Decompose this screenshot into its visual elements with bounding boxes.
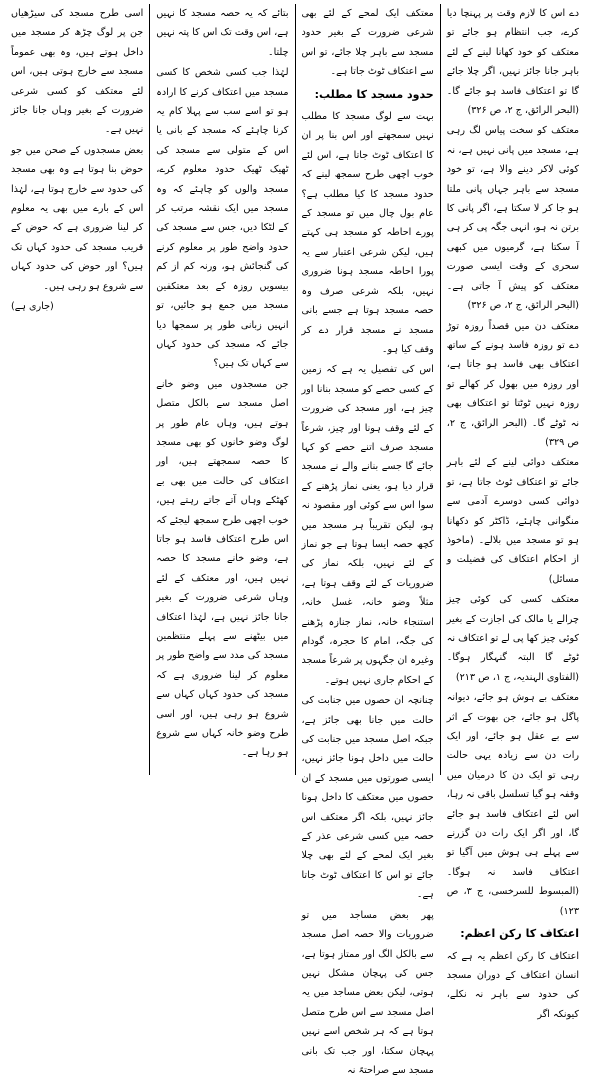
paragraph: لہٰذا جب کسی شخص کا کسی مسجد میں اعتکاف کرنے کا ارادہ ہو تو اسے سب سے پہلا کام یہ کرنا چاہئے کہ مسجد کے بانی یا اس کے متولی سے مسجد کی ٹھیک ٹھیک حدود معلوم کرے، مسجد والوں کو چاہئے کہ وہ مسجد میں ایک نقشہ مرتب کر کے لٹکا دیں، جس سے مسجد کی حدود واضح طور پر معلوم کرنے کی گنجائش ہو، ورنہ کم از کم بیسویں روزہ کے بعد معتکفین مسجد میں جمع ہو جائیں، تو انہیں زبانی طور پر سمجھا دیا جائے کہ مسجد کی حدود کہاں سے کہاں تک ہیں؟ <box>156 67 289 370</box>
column-middle-right <box>296 4 440 1076</box>
paragraph: چنانچہ ان حصوں میں جنابت کی حالت میں جانا بھی جائز ہے، جبکہ اصل مسجد میں جنابت کی حالت میں داخل ہونا جائز نہیں، ایسی صورتوں میں مسجد کے ان حصوں میں معتکف کا داخل ہونا جائز نہیں، بلکہ اگر معتکف اس حصہ میں کسی شرعی عذر کے بغیر ایک لمحے کے لئے بھی چلا جائے تو اس کا اعتکاف ٹوٹ جاتا ہے۔ <box>301 695 434 901</box>
paragraph: معتکف بے ہوش ہو جائے، دیوانہ پاگل ہو جائے، جن بھوت کے اثر سے بے عقل ہو جائے، اور ایک رات دن سے زیادہ یہی حالت رہی تو ایک دن کا درمیان میں وقفہ ہو گیا تسلسل باقی نہ رہا، اس لئے اعتکاف فاسد ہو جائے گا، اور اگر ایک رات دن گزرنے سے پہلے ہی ہوش میں آگیا تو اعتکاف فاسد نہ ہوگا۔ (المبسوط للسرخسی، ج ۳، ص ۱۲۳) <box>446 692 579 917</box>
paragraph: معتکف دوائی لینے کے لئے باہر جائے تو اعتکاف ٹوٹ جاتا ہے، تو دوائی کسی دوسرے آدمی سے منگوانی چاہئے، ڈاکٹر کو دکھانا ہو تو مسجد میں بلالے۔ (ماخوذ از احکام اعتکاف کی فضیلت و مسائل) <box>446 457 579 585</box>
paragraph: اعتکاف کا رکن اعظم یہ ہے کہ انسان اعتکاف کے دوران مسجد کی حدود سے باہر نہ نکلے، کیونکہ اگر <box>446 950 579 1020</box>
column-left <box>5 4 149 775</box>
paragraph: پھر بعض مساجد میں تو ضروریات والا حصہ اصل مسجد سے بالکل الگ اور ممتاز ہوتا ہے، جس کی پہچان مشکل نہیں ہوتی، لیکن بعض مساجد میں یہ اصل مسجد سے اس طرح متصل ہوتا ہے کہ ہر شخص اسے نہیں پہچان سکتا، اور جب تک بانی مسجد سے صراحتہً نہ <box>301 909 434 1076</box>
paragraph: جن مسجدوں میں وضو خانے اصل مسجد سے بالکل متصل ہوتے ہیں، وہاں عام طور پر لوگ وضو خانوں کو بھی مسجد کا حصہ سمجھتے ہیں، اور اعتکاف کی حالت میں بھی بے کھٹکے وہاں آتے جاتے رہتے ہیں، خوب اچھی طرح سمجھ لیجئے کہ اس طرح اعتکاف فاسد ہو جاتا ہے، وضو خانے مسجد کا حصہ نہیں ہیں، اور معتکف کے لئے وہاں شرعی ضرورت کے بغیر جانا جائز نہیں ہے، لہٰذا اعتکاف میں بیٹھنے سے پہلے منتظمین مسجد کی مدد سے واضح طور پر معلوم کر لینا ضروری ہے کہ مسجد کی حدود کہاں کہاں سے شروع ہو رہی ہیں، اور اسی طرح وضو خانہ کہاں سے شروع ہو رہا ہے۔ <box>156 378 289 759</box>
paragraph: بہت سے لوگ مسجد کا مطلب نہیں سمجھتے اور اس بنا پر ان کا اعتکاف ٹوٹ جاتا ہے، اس لئے خوب اچھی طرح سمجھ لینے کہ حدود مسجد کا کیا مطلب ہے؟ عام بول چال میں تو مسجد کے پورے احاطہ کو مسجد ہی کہتے ہیں، لیکن شرعی اعتبار سے یہ پورا احاطہ مسجد ہونا ضروری نہیں، بلکہ شرعی صرف وہ حصہ مسجد ہوتا ہے جسے بانی مسجد نے مسجد قرار دے کر وقف کیا ہو۔ <box>301 111 434 355</box>
paragraph: اسی طرح مسجد کی سیڑھیاں جن پر لوگ چڑھ کر مسجد میں داخل ہوتے ہیں، وہ بھی عموماً مسجد سے خارج ہوتی ہیں، اس لئے معتکف کو کسی شرعی ضرورت کے بغیر وہاں جانا جائز نہیں ہے۔ <box>11 8 144 136</box>
column-middle-left <box>150 4 294 775</box>
section-heading: حدود مسجد کا مطلب: <box>314 87 434 101</box>
paragraph: بعض مسجدوں کے صحن میں جو حوض بنا ہوتا ہے وہ بھی مسجد کی حدود سے خارج ہوتا ہے، لہٰذا اس کے بارے میں بھی یہ معلوم کر لینا ضروری ہے کہ حوض کے قریب مسجد کی حدود کہاں تک ہیں؟ اور حوض کی حدود کہاں سے شروع ہو رہی ہیں۔ <box>11 144 144 292</box>
paragraph: اس کی تفصیل یہ ہے کہ زمین کے کسی حصے کو مسجد بنانا اور چیز ہے، اور مسجد کی ضرورت کے لئے وقف ہونا اور چیز، شرعاً مسجد صرف اتنے حصے کو کہا جائے گا جسے بنانے والے نے مسجد قرار دیا ہو، یعنی نماز پڑھنے کے سوا اس سے کوئی اور مقصود نہ ہو، لیکن تقریباً ہر مسجد میں کچھ حصہ ایسا ہوتا ہے جو نماز کے لئے نہیں، بلکہ نماز کی ضروریات کے لئے وقف ہوتا ہے، مثلاً وضو خانہ، غسل خانہ، استنجاء خانہ، نماز جنازہ پڑھنے کی جگہ، امام کا حجرہ، گودام وغیرہ ان جگہوں پر شرعاً مسجد کے احکام جاری نہیں ہوتے۔ <box>301 364 434 686</box>
paragraph: دے اس کا لازم وقت پر پہنچا دیا کرے، جب انتظام ہو جائے تو معتکف کو خود کھانا لینے کے لئے باہر جانا جائز نہیں، اگر چلا جائے گا تو اعتکاف فاسد ہو جائے گا۔ (البحر الرائق، ج ۲، ص ۳۲۶) <box>446 8 579 117</box>
section-heading: اعتکاف کا رکن اعظم: <box>460 927 579 941</box>
paragraph: معتکف کسی کی کوئی چیز چرالے یا مالک کی اجازت کے بغیر کوئی چیز کھا پی لے تو اعتکاف نہ ٹوٹے گا البتہ گنہگار ہوگا۔ (الفتاوی الہندیہ، ج ۱، ص ۲۱۳) <box>446 594 579 683</box>
column-right <box>441 4 585 1020</box>
continued-marker: (جاری ہے) <box>11 301 54 313</box>
paragraph: بتائے کہ یہ حصہ مسجد کا نہیں ہے، اس وقت تک اس کا پتہ نہیں چلتا۔ <box>156 8 289 58</box>
paragraph: معتکف دن میں قصداً روزہ توڑ دے تو روزہ فاسد ہونے کے ساتھ اعتکاف بھی فاسد ہو جاتا ہے، اور روزہ میں بھول کر کھالے تو روزہ نہیں ٹوٹتا تو اعتکاف بھی نہ ٹوٹے گا۔ (البحر الرائق، ج ۲، ص ۳۲۹) <box>446 320 579 448</box>
paragraph: معتکف کو سخت پیاس لگ رہی ہے، مسجد میں پانی نہیں ہے، نہ کوئی لاکر دینے والا ہے، تو خود مسجد سے باہر جہاں پانی ملتا ہو جا کر لا سکتا ہے، اگر پانی کا برتن نہ ہو، انہی جگہ پی کر ہی آ سکتا ہے، گرمیوں میں کبھی سحری کے وقت ایسی صورت معتکف کو پیش آ جاتی ہے۔ (البحر الرائق، ج ۲، ص ۳۲۶) <box>446 125 579 312</box>
paragraph: معتکف ایک لمحے کے لئے بھی شرعی ضرورت کے بغیر حدود مسجد سے باہر چلا جائے، تو اس سے اعتکاف ٹوٹ جاتا ہے۔ <box>301 8 434 78</box>
